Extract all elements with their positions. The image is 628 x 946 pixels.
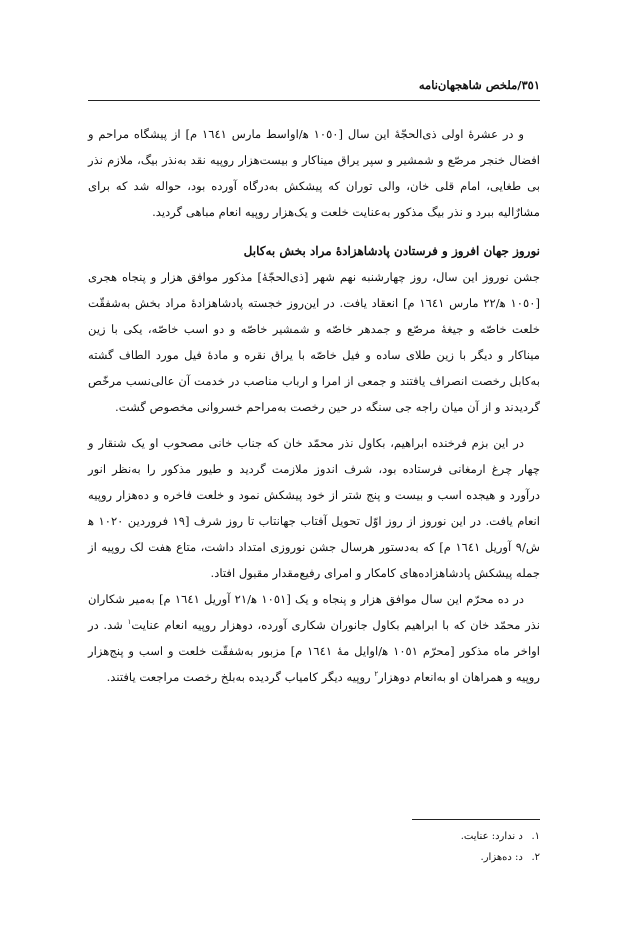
paragraph-2: جشن نوروز این سال، روز چهارشنبه نهم شهر [ذی‌الحجّۀ] مذکور موافق هزار و پنجاه هجری [١٠٥٠ ه‍/٢٢ مارس ١٦٤١ م] انعقاد یافت. در این‌روز خجسته پادشاهزادۀ مراد بخش به‌شفقّت خلعت خاصّه و جیغۀ مرصّع و جمدهر خاصّه و شمشیر خاصّه و دو اسب خاصّه، یکی با زین میناکار و دیگر با زین طلای ساده و فیل خاصّه با یراق نقره و مادۀ فیل مورد الطاف گشته به‌کابل رخصت انصراف یافتند و جمعی از امرا و ارباب مناصب در خدمت آن عالی‌نسب مرخّص گردیدند و از آن میان راجه جی سنگه در حین رخصت به‌مراحم خسروانی مخصوص گشت. <box>88 270 540 414</box>
footnote-1 <box>88 826 540 847</box>
footnotes <box>88 826 540 868</box>
paragraph-4-part-3: روپیه دیگر کامیاب گردیده به‌بلخ رخصت مراجعت یافتند. <box>106 670 375 684</box>
footnote-2 <box>88 847 540 868</box>
footnote-text: د ندارد: عنایت. <box>460 831 523 842</box>
paragraph-4-part-1: در ده محرّم این سال موافق هزار و پنجاه و یک [١٠٥١ ه‍/٢١ آوریل ١٦٤١ م] به‌میر شکاران نذر محمّد خان که با ابراهیم بکاول جانوران شکاری آورده، دوهزار روپیه انعام عنایت <box>88 592 540 632</box>
paragraph-1: و در عشرۀ اولی ذی‌الحجّۀ این سال [١٠٥٠ ه‍/اواسط مارس ١٦٤١ م] از پیشگاه مراحم و افضال خنجر مرصّع و شمشیر و سپر یراق میناکار و بیست‌هزار روپیه نقد به‌نذر بیگ، ملازم نذر بی طغایی، امام قلی خان، والی توران که پیشکش به‌درگاه آورده بود، حواله شد که برای مشارٌالیه ببرد و نذر بیگ مذکور به‌عنایت خلعت و یک‌هزار روپیه انعام مباهی گردید. <box>88 127 540 219</box>
paragraph-4 <box>88 586 540 690</box>
paragraph-3: در این بزم فرخنده ابراهیم، بکاول نذر محمّد خان که جناب خانی مصحوب او یک شنقار و چهار چرغ ارمغانی فرستاده بود، شرف اندوز ملازمت گردید و طیور مذکور را به‌نظر انور درآورد و هیجده اسب و بیست و پنج شتر از خود پیشکش نمود و خلعت فاخره و ده‌هزار روپیه انعام یافت. در این نوروز از روز اوّل تحویل آفتاب جهانتاب تا روز شرف [١٩ فروردین ١٠٢٠ ه‍ ش/٩ آوریل ١٦٤١ م] که به‌دستور هرسال جشن نوروزی امتداد داشت، متاع هفت لک روپیه از جمله پیشکش پادشاهزاده‌های کامکار و امرای رفیع‌مقدار مقبول افتاد. <box>88 436 541 580</box>
running-header: ٣٥١/ملخص شاهجهان‌نامه <box>418 78 540 92</box>
paragraph-4-part-2: شد. در اواخر ماه مذکور [محرّم ١٠٥١ ه‍/اوایل مۀ ١٦٤١ م] مزبور به‌شفقّت خلعت و اسب و پنج‌هزار روپیه و همراهان او به‌انعام دوهزار <box>88 618 540 684</box>
section-heading: نوروز جهان افروز و فرستادن پادشاهزادۀ مراد بخش به‌کابل <box>243 244 540 258</box>
footnote-ref-2: ٢ <box>374 670 379 679</box>
header-rule <box>88 100 540 101</box>
footnote-number: ٢. <box>531 852 540 863</box>
footnote-text: د: ده‌هزار. <box>480 852 523 863</box>
body-text <box>88 121 540 690</box>
footnote-number: ١. <box>531 831 540 842</box>
footnote-ref-1: ١ <box>127 618 132 627</box>
footnote-rule <box>412 819 540 820</box>
